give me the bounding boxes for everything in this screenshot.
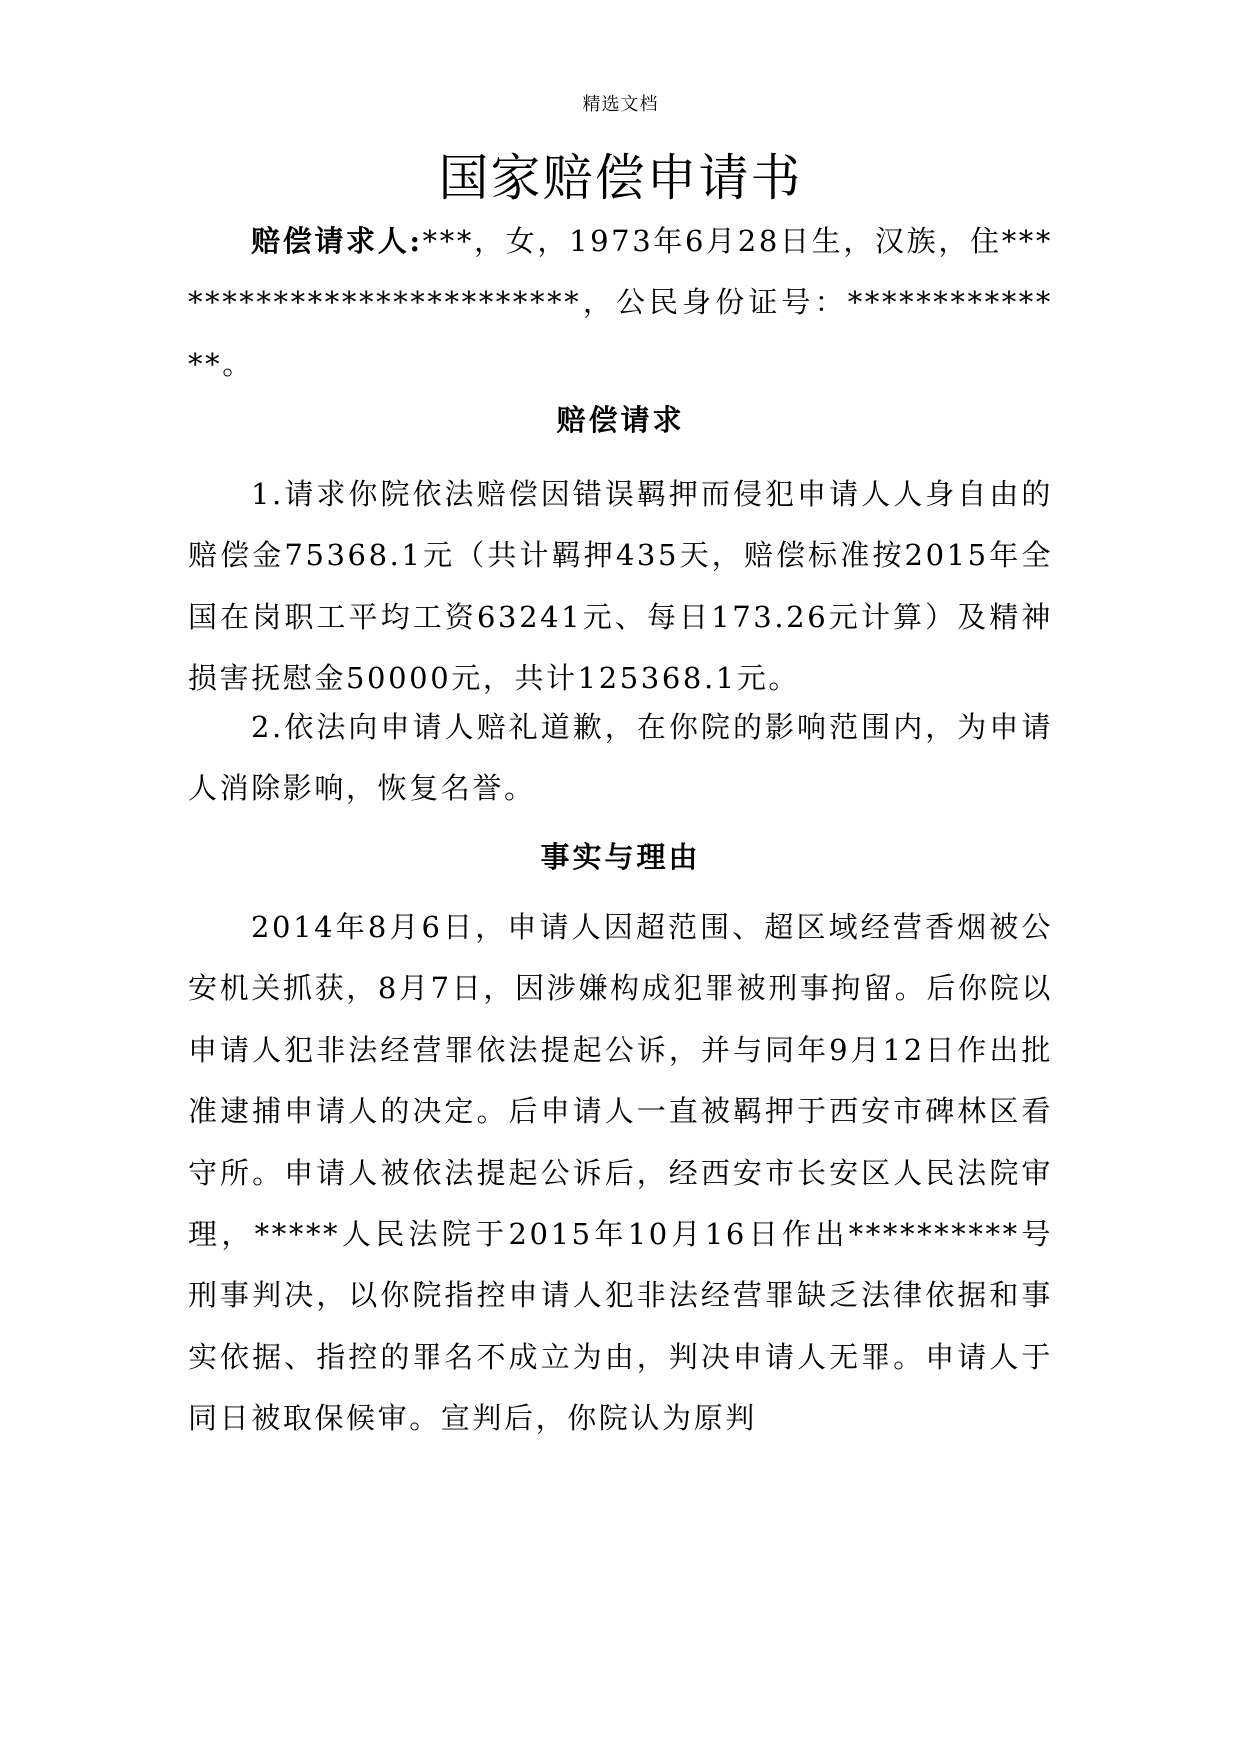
header-note: 精选文档 [582, 94, 659, 115]
facts-heading: 事实与理由 [540, 840, 701, 874]
claim-item-2: 2.依法向申请人赔礼道歉，在你院的影响范围内，为申请人消除影响，恢复名誉。 [188, 710, 1053, 806]
document-title: 国家赔偿申请书 [438, 149, 803, 207]
claimant-text: ***，女，1973年6月28日生，汉族，住**************************，公民身份证号：**************。 [188, 224, 1053, 381]
claim-item-1: 1.请求你院依法赔偿因错误羁押而侵犯申请人人身自由的赔偿金75368.1元（共计羁押435天，赔偿标准按2015年全国在岗职工平均工资63241元、每日173.26元计算）及精神损害抚慰金50000元，共计125368.1元。 [188, 477, 1053, 696]
claimant-paragraph [188, 211, 1053, 395]
facts-paragraph: 2014年8月6日，申请人因超范围、超区域经营香烟被公安机关抓获，8月7日，因涉嫌构成犯罪被刑事拘留。后你院以申请人犯非法经营罪依法提起公诉，并与同年9月12日作出批准逮捕申请人的决定。后申请人一直被羁押于西安市碑林区看守所。申请人被依法提起公诉后，经西安市长安区人民法院审理，*****人民法院于2015年10月16日作出**********号刑事判决，以你院指控申请人犯非法经营罪缺乏法律依据和事实依据、指控的罪名不成立为由，判决申请人无罪。申请人于同日被取保候审。宣判后，你院认为原判 [188, 910, 1053, 1436]
claimant-label: 赔偿请求人: [251, 224, 423, 258]
claims-heading: 赔偿请求 [556, 403, 685, 437]
